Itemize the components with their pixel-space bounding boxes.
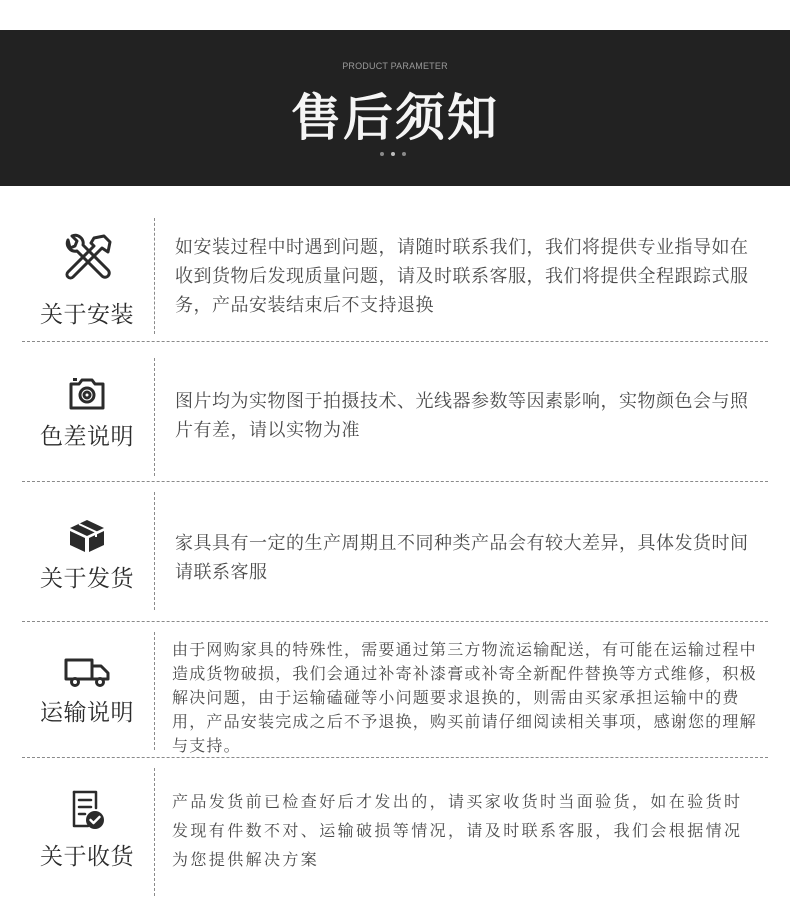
page-header xyxy=(0,30,790,186)
section-label: 运输说明 xyxy=(40,700,134,726)
section-label: 色差说明 xyxy=(40,424,134,450)
section-color-difference xyxy=(0,344,790,482)
dot-indicator xyxy=(402,152,406,156)
section-text: 如安装过程中时遇到问题，请随时联系我们，我们将提供专业指导如在收到货物后发现质量问题，请及时联系客服，我们将提供全程跟踪式服务，产品安装结束后不支持退换 xyxy=(175,237,749,316)
vertical-divider xyxy=(154,358,155,476)
icon-cell xyxy=(22,656,152,727)
icon-cell xyxy=(22,376,152,451)
section-installation xyxy=(0,186,790,344)
page-title: 售后须知 xyxy=(291,89,499,147)
top-margin xyxy=(0,0,790,30)
icon-cell xyxy=(22,518,152,593)
vertical-divider xyxy=(154,768,155,896)
section-transport xyxy=(0,622,790,760)
vertical-divider xyxy=(154,632,155,750)
section-text: 家具具有一定的生产周期且不同种类产品会有较大差异，具体发货时间请联系客服 xyxy=(175,533,749,583)
dot-indicator xyxy=(391,152,395,156)
section-label: 关于发货 xyxy=(40,566,134,592)
section-text: 产品发货前已检查好后才发出的，请买家收货时当面验货，如在验货时发现有件数不对、运输破损等情况，请及时联系客服，我们会根据情况为您提供解决方案 xyxy=(172,792,743,869)
section-label: 关于收货 xyxy=(40,844,134,870)
section-label: 关于安装 xyxy=(40,302,134,328)
receipt-check-icon xyxy=(68,788,106,832)
package-icon xyxy=(67,518,107,554)
icon-cell xyxy=(22,788,152,871)
vertical-divider xyxy=(154,492,155,610)
dot-indicator xyxy=(380,152,384,156)
horizontal-divider xyxy=(22,341,768,342)
header-subtitle: PRODUCT PARAMETER xyxy=(342,61,448,71)
section-text: 由于网购家具的特殊性，需要通过第三方物流运输配送，有可能在运输过程中造成货物破损，我们会通过补寄补漆膏或补寄全新配件替换等方式维修，积极解决问题，由于运输磕碰等小问题要求退换的，则需由买家承担运输中的费用，产品安装完成之后不予退换，购买前请仔细阅读相关事项，感谢您的理解与支持。 xyxy=(172,640,757,755)
section-shipping xyxy=(0,482,790,622)
vertical-divider xyxy=(154,218,155,334)
tools-icon xyxy=(58,232,116,290)
camera-icon xyxy=(67,376,107,412)
truck-icon xyxy=(63,656,111,688)
icon-cell xyxy=(22,232,152,329)
section-text: 图片均为实物图于拍摄技术、光线器参数等因素影响，实物颜色会与照片有差，请以实物为准 xyxy=(175,391,749,441)
horizontal-divider xyxy=(22,757,768,758)
section-receiving xyxy=(0,760,790,906)
